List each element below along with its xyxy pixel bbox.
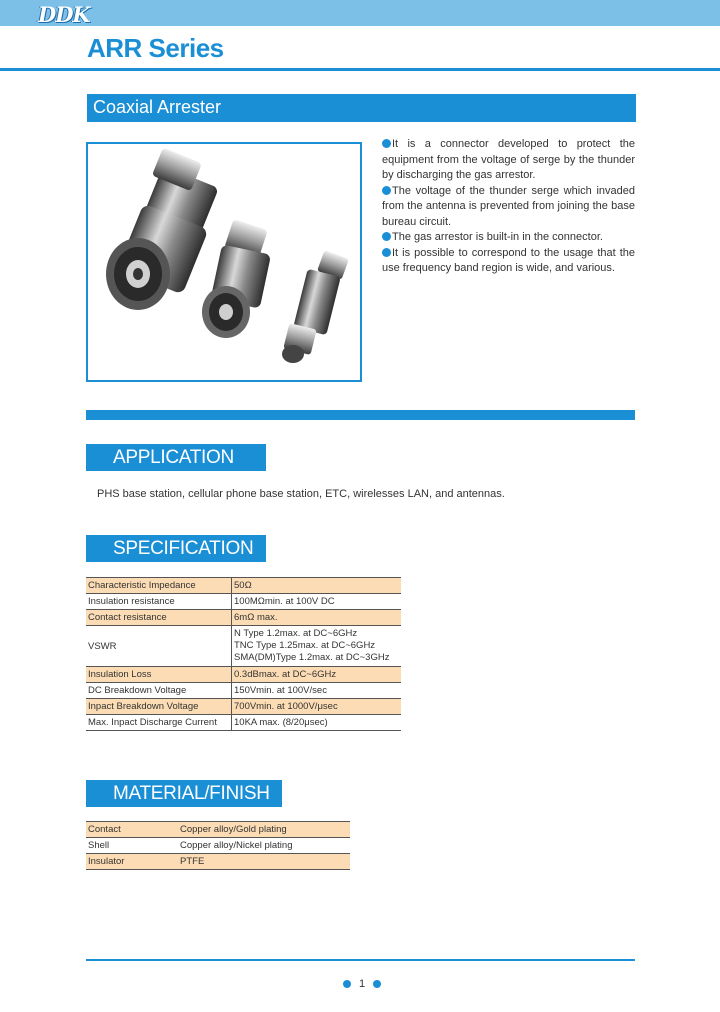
spec-value bbox=[232, 626, 402, 667]
bullet-icon bbox=[382, 248, 391, 257]
product-photo bbox=[86, 142, 362, 382]
table-row bbox=[86, 594, 401, 610]
header-rule bbox=[0, 68, 720, 71]
sma-type-connector bbox=[282, 250, 349, 363]
bullet-icon bbox=[382, 186, 391, 195]
spec-value: 100MΩmin. at 100V DC bbox=[232, 594, 402, 610]
table-row bbox=[86, 578, 401, 594]
ddk-logo: DDK bbox=[38, 2, 90, 27]
material-value: Copper alloy/Gold plating bbox=[178, 822, 350, 838]
specification-table bbox=[86, 577, 401, 731]
n-type-connector bbox=[106, 148, 219, 310]
description-item: It is a connector developed to protect the equipment from the voltage of serge by the thunder by discharging the gas arrestor. bbox=[382, 138, 635, 181]
spec-value: 0.3dBmax. at DC~6GHz bbox=[232, 667, 402, 683]
table-row bbox=[86, 699, 401, 715]
spec-value: 10KA max. (8/20μsec) bbox=[232, 715, 402, 731]
page-number-text: 1 bbox=[358, 978, 366, 990]
section-divider bbox=[86, 410, 635, 420]
series-title: ARR Series bbox=[87, 33, 224, 63]
material-label: Insulator bbox=[86, 854, 178, 870]
spec-value: 6mΩ max. bbox=[232, 610, 402, 626]
material-label: Shell bbox=[86, 838, 178, 854]
description-item: It is possible to correspond to the usage that the use frequency band region is wide, and various. bbox=[382, 246, 635, 274]
footer-rule bbox=[86, 959, 635, 961]
table-row bbox=[86, 683, 401, 699]
table-row bbox=[86, 626, 401, 667]
spec-value: 150Vmin. at 100V/sec bbox=[232, 683, 402, 699]
spec-label: Insulation resistance bbox=[86, 594, 232, 610]
bullet-icon bbox=[382, 139, 391, 148]
page-dot-icon bbox=[373, 980, 381, 988]
table-row bbox=[86, 854, 350, 870]
tnc-type-connector bbox=[202, 219, 271, 338]
material-value: Copper alloy/Nickel plating bbox=[178, 838, 350, 854]
table-row bbox=[86, 715, 401, 731]
spec-value: 50Ω bbox=[232, 578, 402, 594]
specification-heading: SPECIFICATION bbox=[86, 535, 266, 562]
spec-label: Insulation Loss bbox=[86, 667, 232, 683]
table-row bbox=[86, 610, 401, 626]
spec-label: VSWR bbox=[86, 626, 232, 667]
vswr-line: SMA(DM)Type 1.2max. at DC~3GHz bbox=[234, 652, 390, 663]
description-item: The voltage of the thunder serge which invaded from the antenna is prevented from joining the base bureau circuit. bbox=[382, 184, 635, 228]
spec-value: 700Vmin. at 1000V/μsec bbox=[232, 699, 402, 715]
table-row bbox=[86, 667, 401, 683]
table-row bbox=[86, 822, 350, 838]
material-label: Contact bbox=[86, 822, 178, 838]
spec-label: Characteristic Impedance bbox=[86, 578, 232, 594]
connectors-image bbox=[88, 144, 360, 380]
spec-label: Inpact Breakdown Voltage bbox=[86, 699, 232, 715]
spec-label: Contact resistance bbox=[86, 610, 232, 626]
description-item: The gas arrestor is built-in in the connector. bbox=[382, 230, 635, 246]
bullet-icon bbox=[382, 232, 391, 241]
product-description bbox=[382, 137, 635, 277]
application-heading: APPLICATION bbox=[86, 444, 266, 471]
page-dot-icon bbox=[343, 980, 351, 988]
vswr-line: N Type 1.2max. at DC~6GHz bbox=[234, 628, 358, 639]
subtitle-bar bbox=[87, 94, 636, 122]
spec-label: Max. Inpact Discharge Current bbox=[86, 715, 232, 731]
material-value: PTFE bbox=[178, 854, 350, 870]
vswr-line: TNC Type 1.25max. at DC~6GHz bbox=[234, 640, 376, 651]
material-table bbox=[86, 821, 350, 870]
page-number bbox=[340, 977, 384, 991]
spec-label: DC Breakdown Voltage bbox=[86, 683, 232, 699]
table-row bbox=[86, 838, 350, 854]
product-subtitle: Coaxial Arrester bbox=[93, 97, 222, 117]
header-band bbox=[0, 0, 720, 26]
material-heading: MATERIAL/FINISH bbox=[86, 780, 282, 807]
application-text: PHS base station, cellular phone base station, ETC, wirelesses LAN, and antennas. bbox=[97, 488, 505, 500]
